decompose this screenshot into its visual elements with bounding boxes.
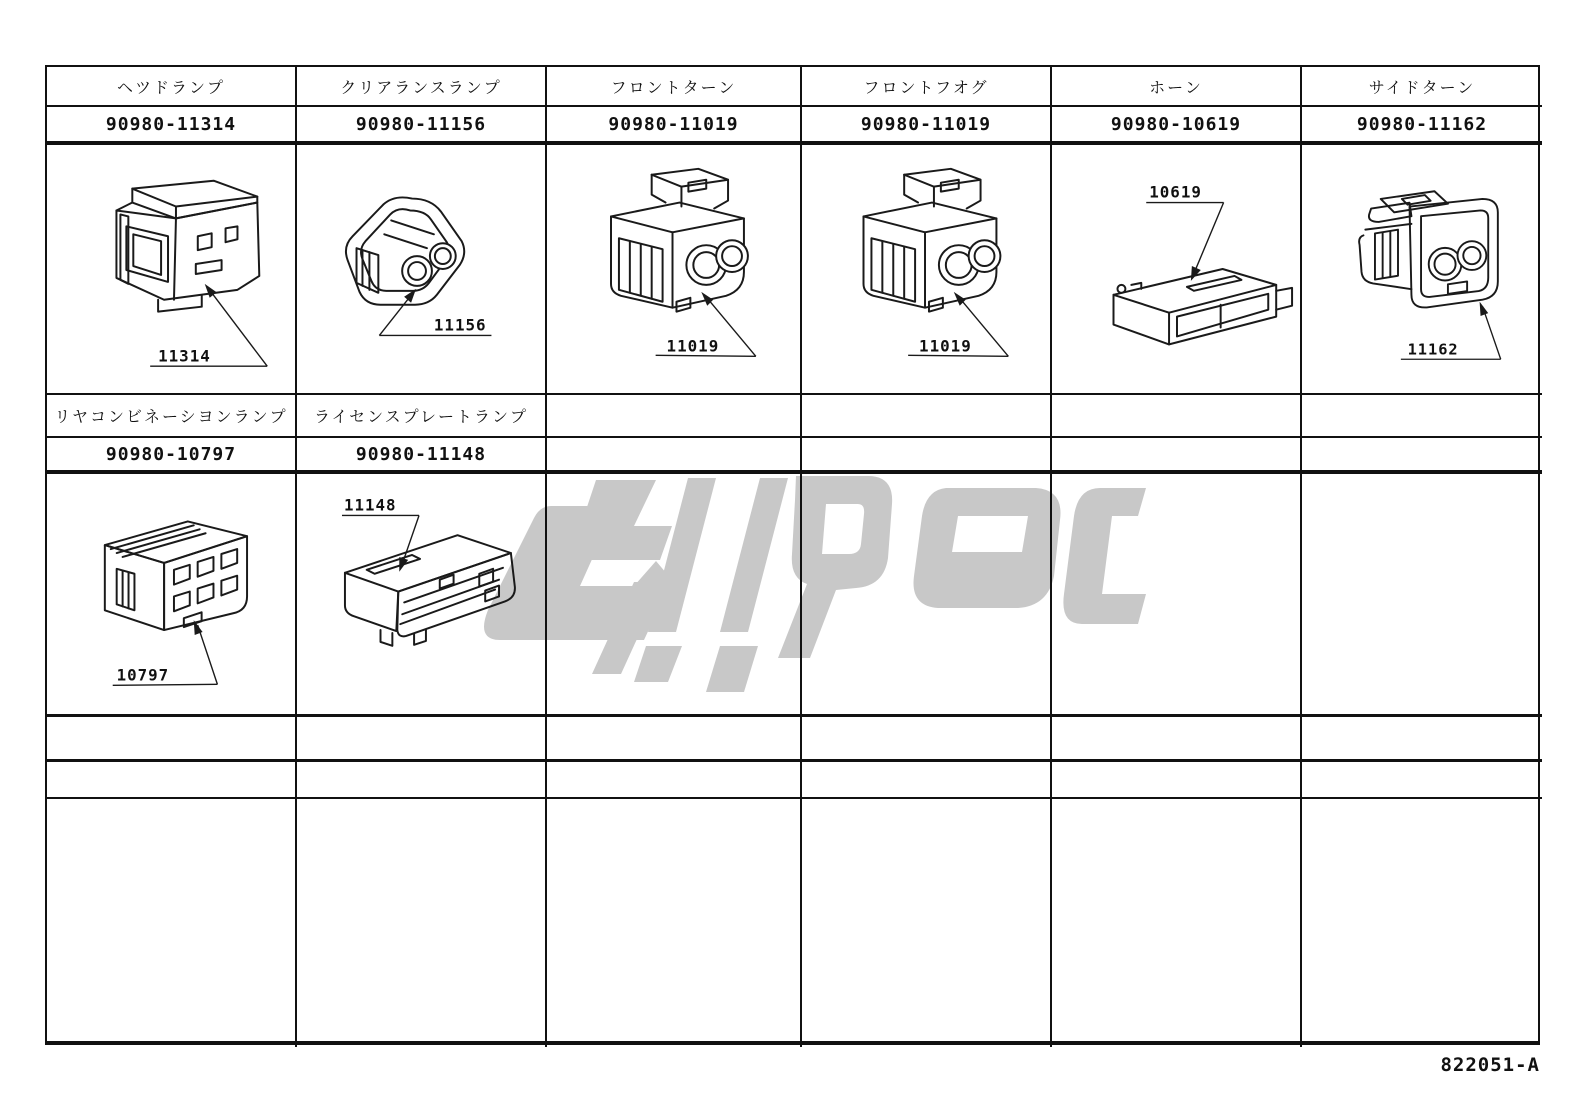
connector-drawing-11162: [1302, 145, 1542, 393]
empty-cell: [47, 717, 297, 762]
empty-cell: [1302, 438, 1542, 474]
empty-cell: [547, 799, 802, 1047]
drawing-cell: [802, 145, 1052, 395]
empty-cell: [297, 762, 547, 799]
header-cell: リヤコンビネーシヨンランプ: [47, 395, 297, 438]
header-cell: ホーン: [1052, 67, 1302, 107]
empty-cell: [547, 717, 802, 762]
empty-cell: [802, 438, 1052, 474]
empty-cell: [547, 762, 802, 799]
empty-cell: [802, 717, 1052, 762]
drawing-label: 11019: [666, 336, 720, 356]
drawing-cell: [1052, 145, 1302, 395]
empty-cell: [1052, 438, 1302, 474]
part-number-cell: 90980-11162: [1302, 107, 1542, 145]
part-number-cell: 90980-11314: [47, 107, 297, 145]
part-number-cell: 90980-10797: [47, 438, 297, 474]
connector-drawing-11019-fog: [802, 145, 1050, 393]
header-cell: フロントターン: [547, 67, 802, 107]
empty-cell: [1052, 717, 1302, 762]
empty-cell: [47, 762, 297, 799]
drawing-label: 11162: [1407, 340, 1459, 359]
empty-cell: [1052, 799, 1302, 1047]
connector-drawing-11156: [297, 145, 545, 393]
empty-cell: [547, 438, 802, 474]
empty-cell: [1302, 395, 1542, 438]
connector-drawing-11148: [297, 474, 545, 714]
empty-cell: [1052, 762, 1302, 799]
empty-cell: [1052, 395, 1302, 438]
part-number-cell: 90980-11156: [297, 107, 547, 145]
drawing-cell: [1302, 145, 1542, 395]
drawing-label: 11156: [433, 315, 487, 335]
empty-cell: [802, 762, 1052, 799]
connector-drawing-10797: [47, 474, 295, 714]
header-cell: ヘツドランプ: [47, 67, 297, 107]
part-number-cell: 90980-11019: [802, 107, 1052, 145]
document-code: 822051-A: [1440, 1054, 1540, 1076]
part-number-cell: 90980-11019: [547, 107, 802, 145]
empty-cell: [1302, 762, 1542, 799]
part-number-cell: 90980-10619: [1052, 107, 1302, 145]
empty-cell: [1302, 799, 1542, 1047]
empty-cell: [802, 799, 1052, 1047]
header-cell: ライセンスプレートランプ: [297, 395, 547, 438]
drawing-cell: [547, 145, 802, 395]
drawing-cell: [47, 474, 297, 717]
drawing-cell: [47, 145, 297, 395]
drawing-label: 10797: [116, 665, 170, 685]
empty-cell: [1302, 474, 1542, 717]
empty-cell: [1052, 474, 1302, 717]
empty-cell: [547, 474, 802, 717]
drawing-label: 10619: [1149, 182, 1202, 202]
header-cell: クリアランスランプ: [297, 67, 547, 107]
connector-drawing-10619: [1052, 145, 1300, 393]
drawing-label: 11148: [343, 495, 397, 515]
connector-drawing-11314: [47, 145, 295, 393]
empty-cell: [297, 717, 547, 762]
header-cell: フロントフオグ: [802, 67, 1052, 107]
empty-cell: [47, 799, 297, 1047]
empty-cell: [547, 395, 802, 438]
drawing-cell: [297, 474, 547, 717]
connector-table: [45, 65, 1540, 1045]
part-number-cell: 90980-11148: [297, 438, 547, 474]
drawing-cell: [297, 145, 547, 395]
empty-cell: [802, 395, 1052, 438]
drawing-label: 11019: [919, 336, 972, 356]
empty-cell: [297, 799, 547, 1047]
header-cell: サイドターン: [1302, 67, 1542, 107]
connector-drawing-11019: [547, 145, 800, 393]
empty-cell: [1302, 717, 1542, 762]
empty-cell: [802, 474, 1052, 717]
drawing-label: 11314: [158, 346, 211, 366]
